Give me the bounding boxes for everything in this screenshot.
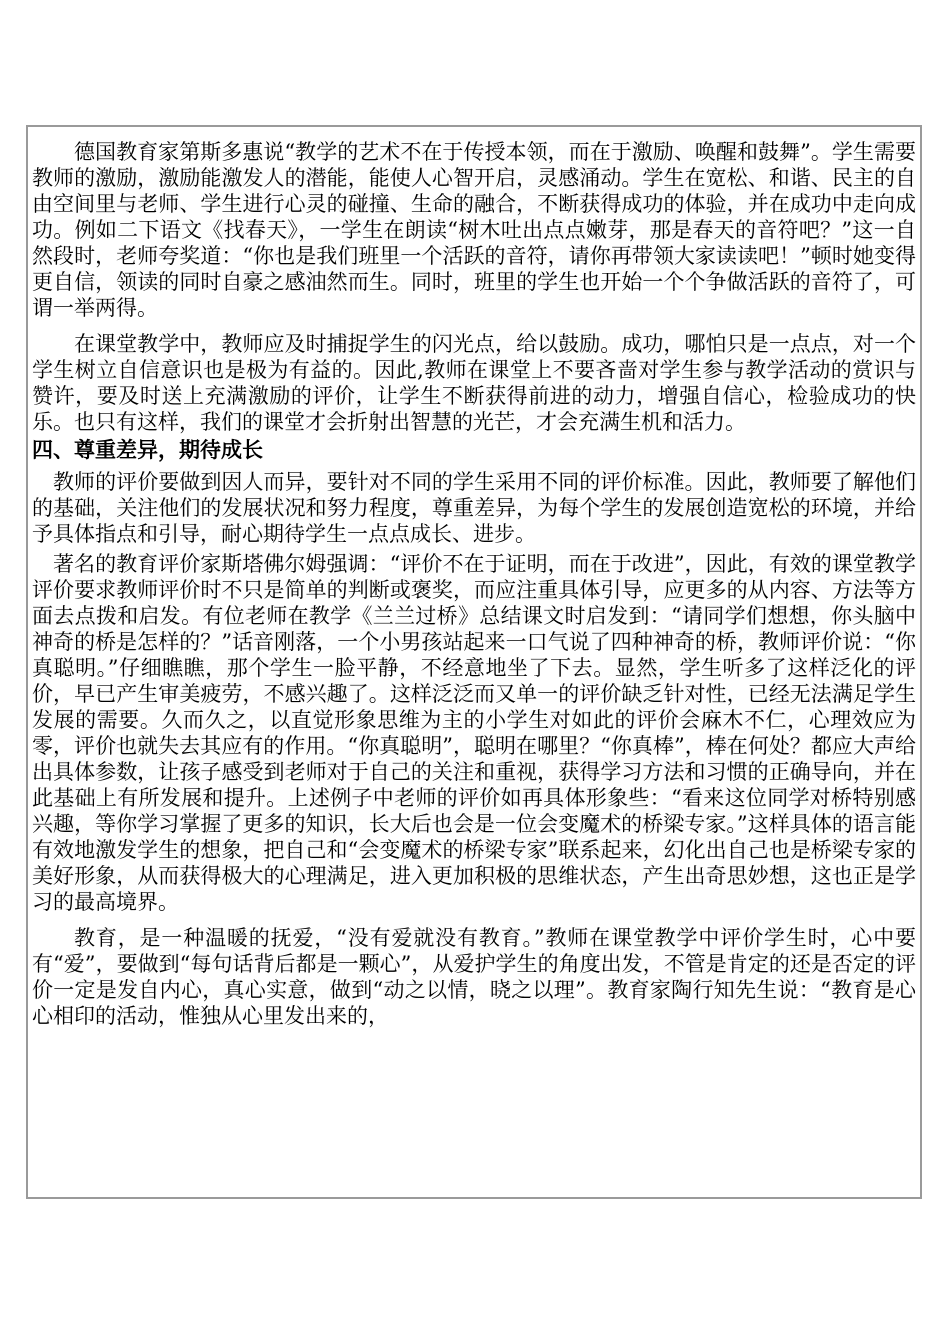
paragraph-praise: 在课堂教学中，教师应及时捕捉学生的闪光点，给以鼓励。成功，哪怕只是一点点，对一个学生树立自信意识也是极为有益的。因此,教师在课堂上不要吝啬对学生参与教学活动的赏识与赞许，要及时送上充满激励的评价，让学生不断获得前进的动力，增强自信心，检验成功的快乐。也只有这样，我们的课堂才会折射出智慧的光芒，才会充满生机和活力。	[32, 332, 916, 434]
paragraph-evaluation: 著名的教育评价家斯塔佛尔姆强调：“评价不在于证明，而在于改进”，因此，有效的课堂教学评价要求教师评价时不只是简单的判断或褒奖，而应注重具体引导，应更多的从内容、方法等方面去点拨和启发。有位老师在教学《兰兰过桥》总结课文时启发到：“请同学们想想，你头脑中神奇的桥是怎样的？”话音刚落，一个小男孩站起来一口气说了四种神奇的桥，教师评价说：“你真聪明。”仔细瞧瞧，那个学生一脸平静，不经意地坐了下去。显然，学生听多了这样泛化的评价，早已产生审美疲劳，不感兴趣了。这样泛泛而又单一的评价缺乏针对性，已经无法满足学生发展的需要。久而久之，以直觉形象思维为主的小学生对如此的评价会麻木不仁，心理效应为零，评价也就失去其应有的作用。“你真聪明”，聪明在哪里？“你真棒”，棒在何处？都应大声给出具体参数，让孩子感受到老师对于自己的关注和重视，获得学习方法和习惯的正确导向，并在此基础上有所发展和提升。上述例子中老师的评价如再具体形象些：“看来这位同学对桥特别感兴趣，等你学习掌握了更多的知识，长大后也会是一位会变魔术的桥梁专家。”这样具体的语言能有效地激发学生的想象，把自己和“会变魔术的桥梁专家”联系起来，幻化出自己也是桥梁专家的美好形象，从而获得极大的心理满足，进入更加积极的思维状态，产生出奇思妙想，这也正是学习的最高境界。	[32, 552, 916, 914]
paragraph-encouragement: 德国教育家第斯多惠说“教学的艺术不在于传授本领，而在于激励、唤醒和鼓舞”。学生需要教师的激励，激励能激发人的潜能，能使人心智开启，灵感涌动。学生在宽松、和谐、民主的自由空间里与老师、学生进行心灵的碰撞、生命的融合，不断获得成功的体验，并在成功中走向成功。例如二下语文《找春天》，一学生在朗读“树木吐出点点嫩芽，那是春天的音符吧？”这一自然段时，老师夸奖道：“你也是我们班里一个活跃的音符，请你再带领大家读读吧！”顿时她变得更自信，领读的同时自豪之感油然而生。同时，班里的学生也开始一个个争做活跃的音符了，可谓一举两得。	[32, 140, 916, 320]
paragraph-love: 教育，是一种温暖的抚爱，“没有爱就没有教育。”教师在课堂教学中评价学生时，心中要有“爱”，要做到“每句话背后都是一颗心”，从爱护学生的角度出发，不管是肯定的还是否定的评价一定是发自内心，真心实意，做到“动之以情，晓之以理”。教育家陶行知先生说：“教育是心心相印的活动，惟独从心里发出来的，	[32, 926, 916, 1028]
document-frame	[26, 125, 922, 1199]
section-heading: 四、尊重差异，期待成长	[32, 438, 263, 462]
paragraph-differences: 教师的评价要做到因人而异，要针对不同的学生采用不同的评价标准。因此，教师要了解他们的基础，关注他们的发展状况和努力程度，尊重差异，为每个学生的发展创造宽松的环境，并给予具体指点和引导，耐心期待学生一点点成长、进步。	[32, 470, 916, 546]
